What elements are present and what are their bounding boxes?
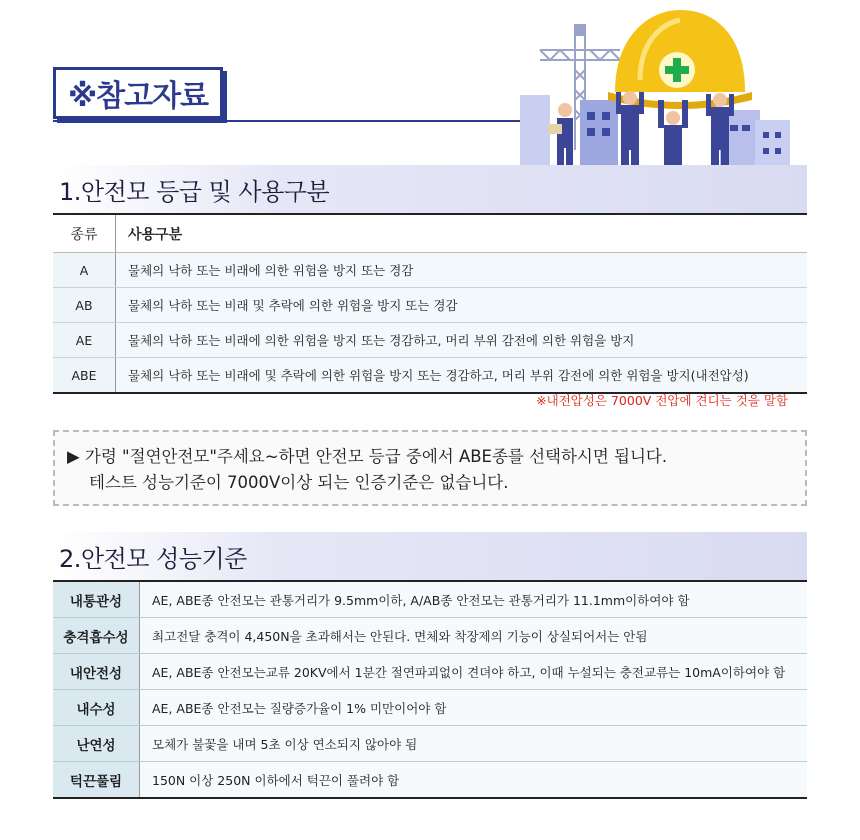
section1-title: 1.안전모 등급 및 사용구분 <box>53 165 807 213</box>
table-row <box>53 726 807 762</box>
grade-usage: 물체의 낙하 또는 비래에 의한 위험을 방지 또는 경감 <box>116 253 808 288</box>
grade-type: AE <box>53 323 116 358</box>
table-row <box>53 654 807 690</box>
table-row <box>53 253 807 288</box>
table-row <box>53 288 807 323</box>
criterion-name: 턱끈풀림 <box>53 762 140 799</box>
grade-type: ABE <box>53 358 116 394</box>
grade-usage: 물체의 낙하 또는 비래에 및 추락에 의한 위험을 방지 또는 경감하고, 머리 부위 감전에 의한 위험을 방지(내전압성) <box>116 358 808 394</box>
table-row <box>53 690 807 726</box>
criterion-name: 난연성 <box>53 726 140 762</box>
grade-usage: 물체의 낙하 또는 비래에 의한 위험을 방지 또는 경감하고, 머리 부위 감전에 의한 위험을 방지 <box>116 323 808 358</box>
criterion-desc: 최고전달 충격이 4,450N을 초과해서는 안된다. 면체와 착장제의 기능이 상실되어서는 안됨 <box>140 618 808 654</box>
criterion-desc: AE, ABE종 안전모는 관통거리가 9.5mm이하, A/AB종 안전모는 관통거리가 11.1mm이하여야 함 <box>140 581 808 618</box>
criterion-desc: AE, ABE종 안전모는교류 20KV에서 1분간 절연파괴없이 견뎌야 하고, 이때 누설되는 충전교류는 10mA이하여야 함 <box>140 654 808 690</box>
table-row <box>53 762 807 799</box>
column-header-type: 종류 <box>53 214 116 253</box>
table-row <box>53 618 807 654</box>
callout-line-2: 테스트 성능기준이 7000V이상 되는 인증기준은 없습니다. <box>89 473 509 492</box>
criterion-name: 충격흡수성 <box>53 618 140 654</box>
callout-box <box>53 430 807 506</box>
table-header-row <box>53 214 807 253</box>
performance-table <box>53 580 807 799</box>
criterion-desc: AE, ABE종 안전모는 질량증가율이 1% 미만이어야 함 <box>140 690 808 726</box>
criterion-name: 내안전성 <box>53 654 140 690</box>
criterion-name: 내통관성 <box>53 581 140 618</box>
table-row <box>53 358 807 394</box>
grade-usage: 물체의 낙하 또는 비래 및 추락에 의한 위험을 방지 또는 경감 <box>116 288 808 323</box>
callout-line-1: ▶ 가령 "절연안전모"주세요~하면 안전모 등급 중에서 ABE종를 선택하시면 됩니다. <box>67 447 668 466</box>
table-row <box>53 581 807 618</box>
criterion-desc: 모체가 불꽃을 내며 5초 이상 연소되지 않아야 됨 <box>140 726 808 762</box>
title-underline <box>53 120 533 122</box>
section2-title: 2.안전모 성능기준 <box>53 532 807 580</box>
reference-title: ※참고자료 <box>53 67 223 119</box>
criterion-name: 내수성 <box>53 690 140 726</box>
grade-type: A <box>53 253 116 288</box>
column-header-usage: 사용구분 <box>116 214 808 253</box>
criterion-desc: 150N 이상 250N 이하에서 턱끈이 풀려야 함 <box>140 762 808 799</box>
grade-type: AB <box>53 288 116 323</box>
table-row <box>53 323 807 358</box>
voltage-note: ※내전압성은 7000V 전압에 견디는 것을 말함 <box>536 393 788 408</box>
grade-table <box>53 213 807 394</box>
